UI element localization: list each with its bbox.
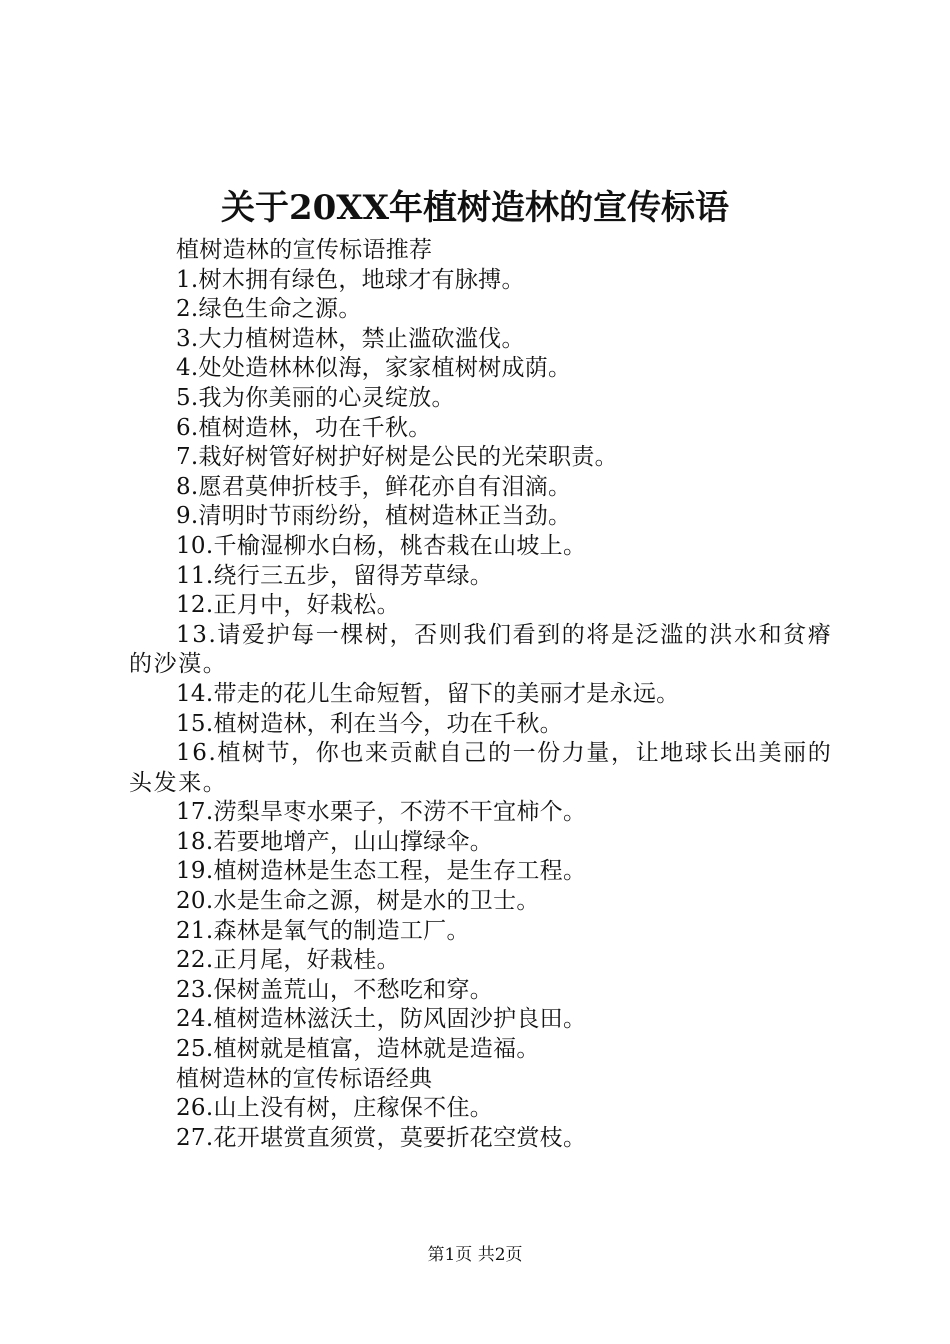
- document-body: [129, 236, 833, 1153]
- page-footer: 第1页 共2页: [427, 1245, 523, 1265]
- slogan-item: 25.植树就是植富，造林就是造福。: [176, 1036, 540, 1063]
- slogan-item: 17.涝梨旱枣水栗子，不涝不干宜柿个。: [176, 799, 587, 826]
- slogan-item: 24.植树造林滋沃土，防风固沙护良田。: [176, 1006, 587, 1033]
- slogan-item: 12.正月中，好栽松。: [176, 592, 400, 619]
- slogan-item: 26.山上没有树，庄稼保不住。: [176, 1095, 494, 1122]
- slogan-item: 11.绕行三五步，留得芳草绿。: [176, 562, 494, 589]
- slogan-item: 14.带走的花儿生命短暂，留下的美丽才是永远。: [176, 680, 680, 707]
- slogan-item: 9.清明时节雨纷纷，植树造林正当劲。: [176, 503, 572, 530]
- slogan-item: 15.植树造林，利在当今，功在千秋。: [176, 710, 563, 737]
- slogan-item: 6.植树造林，功在千秋。: [176, 414, 432, 441]
- slogan-item: 8.愿君莫伸折枝手，鲜花亦自有泪滴。: [176, 473, 572, 500]
- slogan-item: 22.正月尾，好栽桂。: [176, 947, 400, 974]
- slogan-item: 13.请爱护每一棵树，否则我们看到的将是泛滥的洪水和贫瘠的沙漠。: [129, 621, 833, 678]
- slogan-item: 20.水是生命之源，树是水的卫士。: [176, 888, 540, 915]
- slogan-item: 7.栽好树管好树护好树是公民的光荣职责。: [176, 444, 618, 471]
- slogan-item: 4.处处造林林似海，家家植树树成荫。: [176, 355, 572, 382]
- slogan-item: 1.树木拥有绿色，地球才有脉搏。: [176, 266, 525, 293]
- slogan-item: 23.保树盖荒山，不愁吃和穿。: [176, 976, 494, 1003]
- slogan-item: 27.花开堪赏直须赏，莫要折花空赏枝。: [176, 1124, 587, 1151]
- document-title: 关于20XX年植树造林的宣传标语: [220, 188, 730, 228]
- section-heading: 植树造林的宣传标语经典: [176, 1065, 433, 1092]
- slogan-item: 16.植树节，你也来贡献自己的一份力量，让地球长出美丽的头发来。: [129, 740, 833, 796]
- slogan-item: 19.植树造林是生态工程，是生存工程。: [176, 858, 587, 885]
- slogan-item: 21.森林是氧气的制造工厂。: [176, 917, 470, 944]
- slogan-item: 10.千榆湿柳水白杨，桃杏栽在山坡上。: [176, 532, 587, 559]
- slogan-item: 3.大力植树造林，禁止滥砍滥伐。: [176, 325, 525, 352]
- slogan-item: 18.若要地增产，山山撑绿伞。: [176, 828, 494, 855]
- slogan-item: 2.绿色生命之源。: [176, 296, 362, 323]
- slogan-item: 5.我为你美丽的心灵绽放。: [176, 384, 455, 411]
- section-heading: 植树造林的宣传标语推荐: [176, 237, 433, 263]
